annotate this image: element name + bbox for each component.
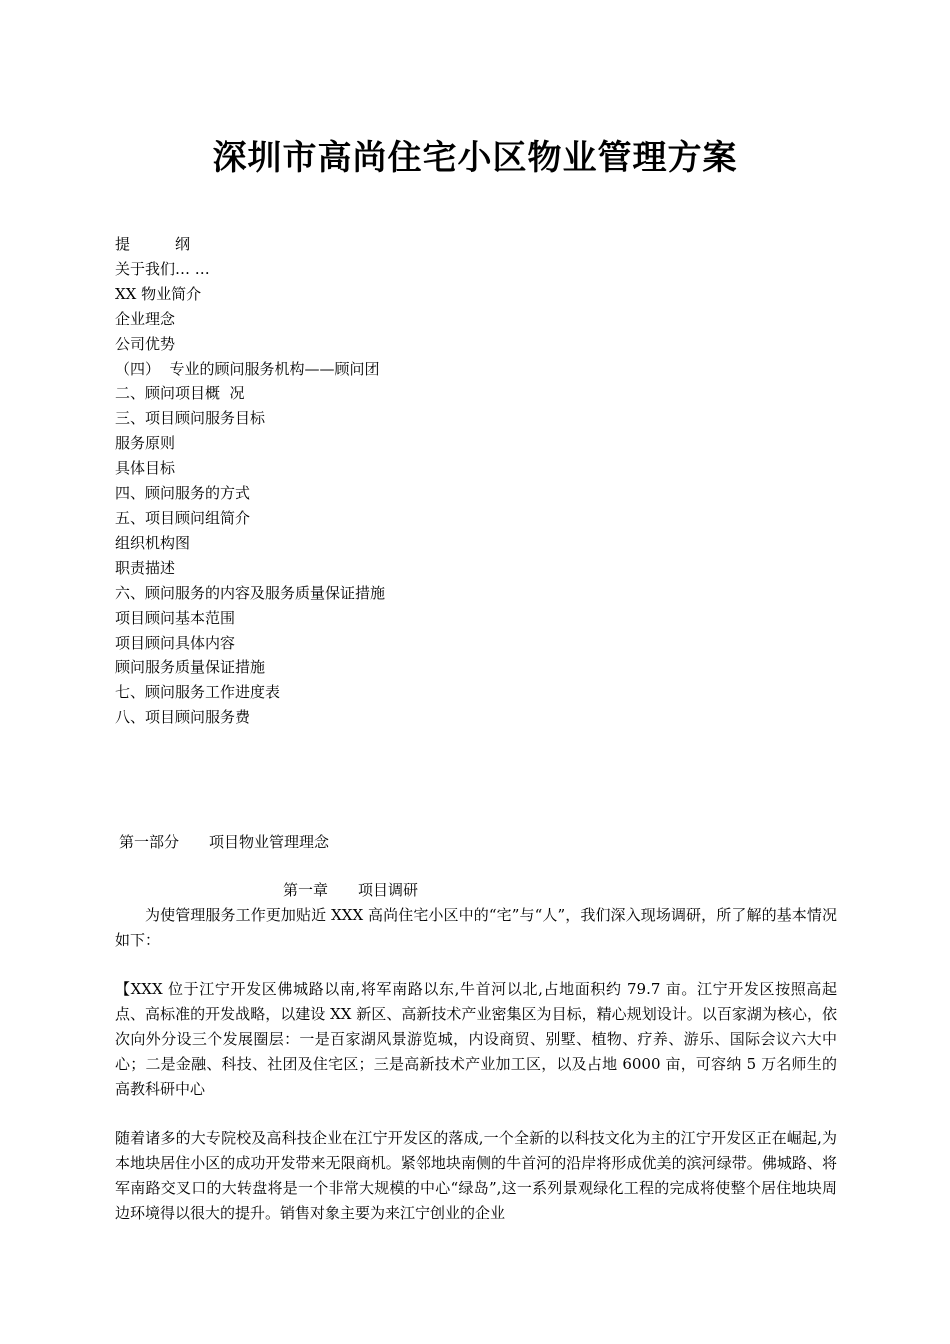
outline-item: 六、顾问服务的内容及服务质量保证措施: [115, 583, 386, 602]
outline-item: 项目顾问基本范围: [115, 608, 236, 627]
outline-item: 职责描述: [115, 558, 176, 577]
outline-item: 具体目标: [115, 459, 176, 478]
outline-item: 七、顾问服务工作进度表: [115, 683, 281, 702]
outline-item: 服务原则: [115, 434, 176, 453]
chapter-heading: 第一章 项目调研: [283, 881, 419, 899]
outline-item: （四） 专业的顾问服务机构——顾问团: [115, 359, 380, 378]
intro-paragraph: 为使管理服务工作更加贴近 XXX 高尚住宅小区中的“宅”与“人”，我们深入现场调研，所了解的基本情况如下：: [115, 906, 837, 949]
outline-item: 八、项目顾问服务费: [115, 708, 251, 727]
outline-item: 组织机构图: [115, 533, 191, 552]
outline-item: 二、顾问项目概 况: [115, 384, 245, 403]
outline-item: 五、项目顾问组简介: [115, 508, 251, 527]
outline-item: 顾问服务质量保证措施: [115, 658, 266, 677]
location-paragraph: 【XXX 位于江宁开发区佛城路以南,将军南路以东,牛首河以北,占地面积约 79.7 亩。江宁开发区按照高起点、高标准的开发战略，以建设 XX 新区、高新技术产业密集区为目标，精心规划设计。以百家湖为核心，依次向外分设三个发展圈层：一是百家湖风景游览城，内设商贸、别墅、植物、疗养、游乐、国际会议六大中心；二是金融、科技、社团及住宅区；三是高新技术产业加工区，以及占地 6000 亩，可容纳 5 万名师生的高教科研中心: [115, 980, 837, 1098]
outline-item: 公司优势: [115, 334, 176, 353]
outline-item: XX 物业简介: [115, 284, 202, 303]
outline-item: 企业理念: [115, 309, 176, 328]
part-heading: 第一部分 项目物业管理理念: [119, 833, 330, 851]
outline-item: 四、顾问服务的方式: [115, 484, 251, 503]
outline-item: 三、项目顾问服务目标: [115, 409, 266, 428]
document-title: 深圳市高尚住宅小区物业管理方案: [212, 138, 738, 178]
development-paragraph: 随着诸多的大专院校及高科技企业在江宁开发区的落成,一个全新的以科技文化为主的江宁开发区正在崛起,为本地块居住小区的成功开发带来无限商机。紧邻地块南侧的牛首河的沿岸将形成优美的滨河绿带。佛城路、将军南路交叉口的大转盘将是一个非常大规模的中心“绿岛”,这一系列景观绿化工程的完成将使整个居住地块周边环境得以很大的提升。销售对象主要为来江宁创业的企业: [115, 1129, 837, 1222]
outline-heading: 提 纲: [115, 235, 191, 253]
outline-list: [115, 232, 385, 730]
outline-item: 关于我们… …: [115, 259, 210, 278]
outline-item: 项目顾问具体内容: [115, 633, 236, 652]
